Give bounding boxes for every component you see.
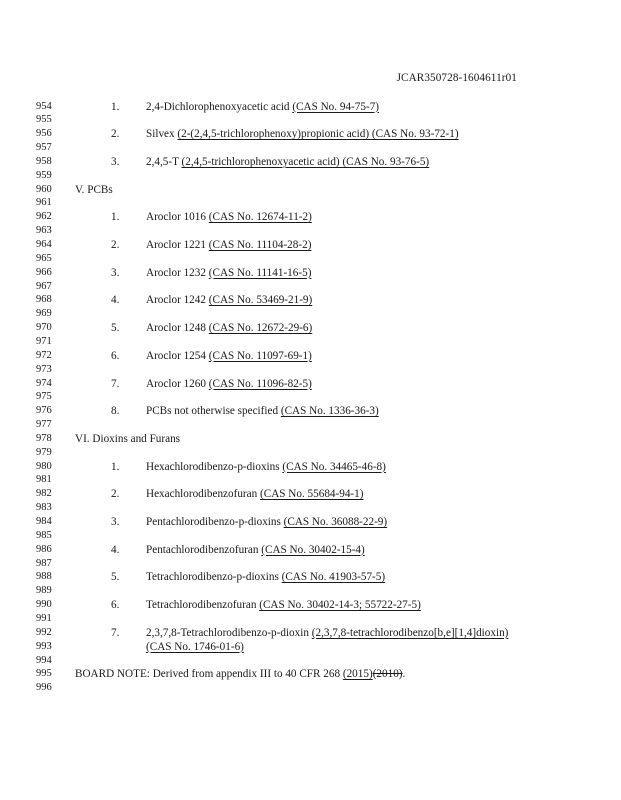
item-text <box>146 127 459 141</box>
board-note-deleted-year: (2010) <box>372 668 403 681</box>
item-number: 6. <box>111 599 120 612</box>
line-number: 973 <box>36 363 52 375</box>
cas-reference: (CAS No. 30402-14-3; 55722-27-5) <box>259 599 421 612</box>
line-number: 977 <box>36 419 52 431</box>
line-number: 979 <box>36 446 52 458</box>
cas-reference: (CAS No. 1336-36-3) <box>280 405 379 418</box>
line-number: 954 <box>36 100 52 112</box>
line-number: 976 <box>36 405 52 417</box>
cas-reference: (CAS No. 94-75-7) <box>292 100 380 113</box>
line-number: 964 <box>36 239 52 250</box>
chemical-name: 2,3,7,8-Tetrachlorodibenzo-p-dioxin <box>146 626 312 639</box>
line-number: 972 <box>36 349 52 361</box>
line-number: 987 <box>36 557 52 569</box>
line-number: 988 <box>36 571 52 583</box>
section-heading: VI. Dioxins and Furans <box>75 432 181 445</box>
item-number: 4. <box>111 294 120 307</box>
item-number: 1. <box>111 211 120 224</box>
item-text <box>146 321 312 335</box>
line-number: 969 <box>36 308 52 320</box>
line-number: 992 <box>36 626 52 638</box>
line-number: 978 <box>36 432 52 444</box>
cas-reference: (CAS No. 11141-16-5) <box>208 266 312 279</box>
board-note <box>75 667 405 681</box>
item-text <box>146 460 386 474</box>
item-number: 4. <box>111 543 120 556</box>
line-number: 984 <box>36 516 52 527</box>
line-number: 958 <box>36 155 52 167</box>
cas-reference: (CAS No. 12674-11-2) <box>208 211 312 224</box>
cas-reference: (2-(2,4,5-trichlorophenoxy)propionic acid) (CAS No. 93-72-1) <box>177 128 459 141</box>
cas-reference: (CAS No. 11104-28-2) <box>208 239 312 251</box>
chemical-name: Hexachlorodibenzo-p-dioxins <box>146 460 283 473</box>
line-number: 982 <box>36 488 52 500</box>
item-number: 5. <box>111 322 120 335</box>
item-text <box>146 626 508 640</box>
chemical-name: Tetrachlorodibenzofuran <box>146 599 260 612</box>
cas-reference: (CAS No. 53469-21-9) <box>208 294 313 307</box>
chemical-name: Tetrachlorodibenzo-p-dioxins <box>146 571 282 584</box>
line-number: 985 <box>36 529 52 541</box>
chemical-name: Pentachlorodibenzo-p-dioxins <box>146 516 284 528</box>
line-number: 956 <box>36 128 52 140</box>
section-heading: V. PCBs <box>75 183 113 196</box>
chemical-name: Aroclor 1016 <box>146 211 209 224</box>
item-text <box>146 238 311 252</box>
chemical-name: Aroclor 1254 <box>146 349 209 362</box>
chemical-name: PCBs not otherwise specified <box>146 405 281 418</box>
cas-reference: (CAS No. 11096-82-5) <box>208 377 312 390</box>
line-number: 991 <box>36 612 52 624</box>
item-number: 3. <box>111 516 120 528</box>
line-number: 980 <box>36 460 52 472</box>
item-text <box>146 377 312 391</box>
cas-reference: (CAS No. 12672-29-6) <box>208 322 313 335</box>
line-number: 965 <box>36 252 52 264</box>
line-number: 986 <box>36 543 52 555</box>
chemical-name: Aroclor 1248 <box>146 322 209 335</box>
line-number: 970 <box>36 322 52 334</box>
line-number: 962 <box>36 211 52 223</box>
chemical-name: Aroclor 1232 <box>146 266 209 279</box>
line-number: 994 <box>36 654 52 666</box>
line-number: 961 <box>36 197 52 209</box>
item-number: 2. <box>111 488 120 501</box>
item-number: 1. <box>111 100 120 113</box>
item-number: 2. <box>111 128 120 141</box>
cas-reference: (2,4,5-trichlorophenoxyacetic acid) (CAS No. 93-76-5) <box>181 155 430 168</box>
item-number: 8. <box>111 405 120 418</box>
cas-reference: (CAS No. 41903-57-5) <box>281 571 386 584</box>
line-number: 995 <box>36 668 52 680</box>
item-text <box>146 349 312 363</box>
item-text <box>146 155 429 169</box>
line-number: 993 <box>36 640 52 652</box>
cas-reference: (2,3,7,8-tetrachlorodibenzo[b,e][1,4]dioxin) <box>311 626 509 639</box>
line-number: 967 <box>36 280 52 292</box>
line-number: 960 <box>36 183 52 195</box>
chemical-name: 2,4-Dichlorophenoxyacetic acid <box>146 100 293 113</box>
line-number: 990 <box>36 599 52 611</box>
cas-reference: (CAS No. 34465-46-8) <box>282 460 386 473</box>
board-note-end: . <box>402 668 406 681</box>
item-text <box>146 266 311 280</box>
line-number: 968 <box>36 294 52 306</box>
line-number: 981 <box>36 474 52 486</box>
item-number: 6. <box>111 349 120 362</box>
item-number: 1. <box>111 460 120 473</box>
item-text <box>146 293 312 307</box>
item-text <box>146 543 365 557</box>
chemical-name: 2,4,5-T <box>146 155 182 168</box>
line-number: 983 <box>36 502 52 514</box>
item-number: 7. <box>111 626 120 639</box>
chemical-name: Aroclor 1221 <box>146 239 209 251</box>
cas-reference: (CAS No. 1746-01-6) <box>146 640 244 653</box>
chemical-name: Aroclor 1242 <box>146 294 209 307</box>
chemical-name: Aroclor 1260 <box>146 377 209 390</box>
document-id: JCAR350728-1604611r01 <box>396 72 517 84</box>
item-number: 7. <box>111 377 120 390</box>
line-number: 974 <box>36 377 52 389</box>
line-number: 971 <box>36 335 52 347</box>
chemical-name: Pentachlorodibenzofuran <box>146 543 262 556</box>
item-text <box>146 515 387 529</box>
item-text <box>146 404 379 418</box>
item-text <box>146 640 244 654</box>
line-number: 963 <box>36 225 52 237</box>
item-number: 5. <box>111 571 120 584</box>
cas-reference: (CAS No. 55684-94-1) <box>260 488 364 501</box>
item-text <box>146 487 363 501</box>
cas-reference: (CAS No. 36088-22-9) <box>283 516 388 528</box>
line-number: 975 <box>36 391 52 403</box>
item-number: 3. <box>111 155 120 168</box>
line-number: 996 <box>36 682 52 694</box>
cas-reference: (CAS No. 11097-69-1) <box>208 349 312 362</box>
line-number: 966 <box>36 266 52 278</box>
line-number: 955 <box>36 114 52 126</box>
line-number: 989 <box>36 585 52 597</box>
item-number: 3. <box>111 266 120 279</box>
item-text <box>146 598 421 612</box>
item-text <box>146 210 312 224</box>
line-number: 959 <box>36 169 52 181</box>
chemical-name: Hexachlorodibenzofuran <box>146 488 260 501</box>
chemical-name: Silvex <box>146 128 178 141</box>
item-number: 2. <box>111 239 120 251</box>
item-text <box>146 570 385 584</box>
line-number: 957 <box>36 142 52 154</box>
board-note-inserted-year: (2015) <box>342 668 373 681</box>
board-note-text: BOARD NOTE: Derived from appendix III to 40 CFR 268 <box>75 668 343 681</box>
cas-reference: (CAS No. 30402-15-4) <box>261 543 365 556</box>
item-text <box>146 100 379 114</box>
